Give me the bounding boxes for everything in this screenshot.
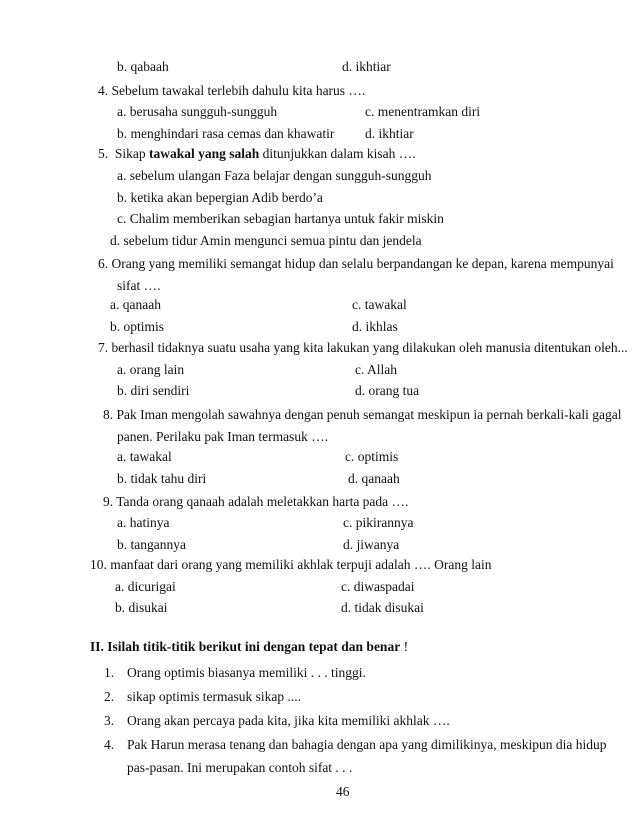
- q4-option-d: d. ikhtiar: [365, 126, 414, 141]
- q8-question-line2: panen. Perilaku pak Iman termasuk ….: [117, 429, 329, 444]
- q7-option-a: a. orang lain: [117, 362, 185, 377]
- q8-option-a: a. tawakal: [117, 449, 172, 464]
- q8-option-d: d. qanaah: [348, 471, 400, 486]
- q10-option-d: d. tidak disukai: [341, 600, 424, 615]
- q5-number: 5.: [98, 146, 109, 161]
- q9-option-a: a. hatinya: [117, 515, 170, 530]
- q10-option-a: a. dicurigai: [115, 579, 176, 594]
- q6-option-a: a. qanaah: [110, 297, 161, 312]
- section-2-heading-suffix: !: [400, 639, 409, 654]
- q6-question-line1: 6. Orang yang memiliki semangat hidup dan selalu berpandangan ke depan, karena mempunyai: [98, 256, 614, 271]
- q5-option-c: c. Chalim memberikan sebagian hartanya untuk fakir miskin: [117, 211, 444, 226]
- section-2-item-2-text: sikap optimis termasuk sikap ....: [127, 689, 301, 704]
- q7-option-b: b. diri sendiri: [117, 383, 190, 398]
- q4-option-a: a. berusaha sungguh-sungguh: [117, 104, 278, 119]
- q6-option-c: c. tawakal: [352, 297, 407, 312]
- section-2-item-4-continuation: pas-pasan. Ini merupakan contoh sifat . . .: [127, 760, 353, 775]
- section-2-item-4-number: 4.: [104, 737, 115, 752]
- section-2-item-3-number: 3.: [104, 713, 115, 728]
- q5-option-d: d. sebelum tidur Amin mengunci semua pintu dan jendela: [110, 233, 422, 248]
- q3-option-d: d. ikhtiar: [342, 59, 391, 74]
- section-2-item-3-text: Orang akan percaya pada kita, jika kita memiliki akhlak ….: [127, 713, 450, 728]
- section-2-heading: [90, 639, 408, 655]
- section-2-item-1-number: 1.: [104, 665, 115, 680]
- q4-option-b: b. menghindari rasa cemas dan khawatir: [117, 126, 335, 141]
- q10-option-c: c. diwaspadai: [341, 579, 415, 594]
- q10-question: 10. manfaat dari orang yang memiliki akhlak terpuji adalah …. Orang lain: [90, 557, 492, 572]
- q7-option-c: c. Allah: [355, 362, 397, 377]
- q9-question: 9. Tanda orang qanaah adalah meletakkan harta pada ….: [103, 494, 409, 509]
- q7-option-d: d. orang tua: [355, 383, 420, 398]
- q3-option-b: b. qabaah: [117, 59, 169, 74]
- q8-option-c: c. optimis: [345, 449, 399, 464]
- q6-option-d: d. ikhlas: [352, 319, 398, 334]
- q5-option-b: b. ketika akan bepergian Adib berdo’a: [117, 190, 323, 205]
- q5-text-post: ditunjukkan dalam kisah ….: [259, 146, 416, 161]
- q5-text-pre: Sikap: [114, 146, 150, 161]
- q7-question: 7. berhasil tidaknya suatu usaha yang kita lakukan yang dilakukan oleh manusia ditentukan oleh...: [98, 340, 628, 355]
- q6-option-b: b. optimis: [110, 319, 165, 334]
- section-2-heading-text: II. Isilah titik-titik berikut ini dengan tepat dan benar: [90, 639, 401, 654]
- q5-option-a: a. sebelum ulangan Faza belajar dengan sungguh-sungguh: [117, 168, 432, 183]
- section-2-item-4-text: Pak Harun merasa tenang dan bahagia dengan apa yang dimilikinya, meskipun dia hidup: [127, 737, 607, 752]
- section-2-item-1-text: Orang optimis biasanya memiliki . . . tinggi.: [127, 665, 366, 680]
- q9-option-d: d. jiwanya: [343, 537, 400, 552]
- q8-question-line1: 8. Pak Iman mengolah sawahnya dengan penuh semangat meskipun ia pernah berkali-kali gagal: [103, 407, 622, 422]
- q9-option-b: b. tangannya: [117, 537, 186, 552]
- section-2-item-2-number: 2.: [104, 689, 115, 704]
- q6-question-line2: sifat ….: [117, 278, 161, 293]
- q9-option-c: c. pikirannya: [343, 515, 414, 530]
- q4-question: 4. Sebelum tawakal terlebih dahulu kita harus ….: [98, 83, 366, 98]
- q5-question: [98, 146, 416, 162]
- page-number: 46: [336, 784, 350, 799]
- q10-option-b: b. disukai: [115, 600, 168, 615]
- q5-text-bold: tawakal yang salah: [149, 146, 260, 161]
- q8-option-b: b. tidak tahu diri: [117, 471, 207, 486]
- q4-option-c: c. menentramkan diri: [365, 104, 481, 119]
